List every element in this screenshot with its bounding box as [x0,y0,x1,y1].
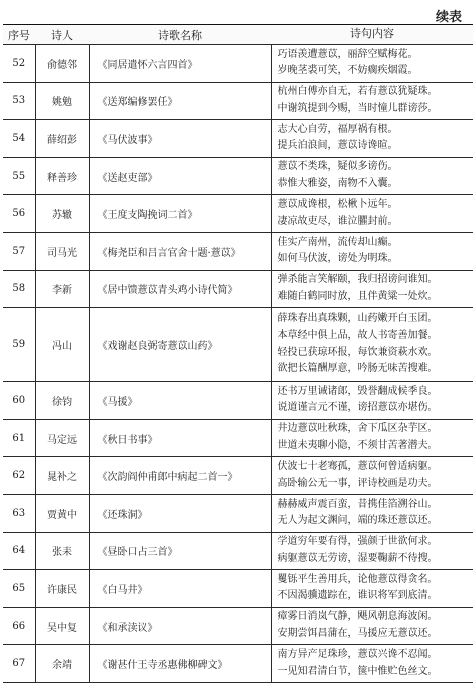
poem-lines [271,607,473,645]
table-row [3,382,473,420]
poet-name: 张耒 [35,532,89,570]
poem-lines [271,532,473,570]
row-number: 66 [3,607,35,645]
poem-title: 《戏谢赵良弼寄薏苡山药》 [89,308,271,382]
row-number: 64 [3,532,35,570]
poem-line: 高卧输公无一事，评诗校画是功夫。 [277,477,438,489]
poet-name: 徐钧 [35,382,89,420]
poem-lines [271,120,473,158]
row-number: 65 [3,570,35,608]
poet-name: 许康民 [35,570,89,608]
poet-name: 晁补之 [35,457,89,495]
poem-line: 还书万里诫诸郎，毁誉翻成候季良。 [277,385,438,397]
poem-title: 《马伏波事》 [89,120,271,158]
poem-line: 岁晚茎裘可笑，不妨瘸疾烟霞。 [277,65,418,77]
table-row [3,607,473,645]
poem-title: 《马援》 [89,382,271,420]
table-row [3,419,473,457]
poem-title: 《和承渎议》 [89,607,271,645]
poet-name: 马定远 [35,419,89,457]
poem-line: 不因渴骥遗踪在，谁识将军到底清。 [277,590,438,602]
poem-line: 薏苡成谗根，松楸卜远年。 [277,198,398,210]
row-number: 55 [3,157,35,195]
table-row [3,645,473,683]
poem-line: 世道未夷聊小隐，不须甘苦著潜夫。 [277,440,438,452]
poem-line: 伏波七十老骞孤，薏苡何曾适病躯。 [277,460,438,472]
table-row [3,45,473,83]
header-title: 诗歌名称 [89,25,271,45]
poem-line: 安期尝饵昌蒲在，马援应无薏苡还。 [277,628,438,640]
poem-line: 弹杀能言笑解颐，我归招谤问谁知。 [277,274,438,286]
poem-lines [271,494,473,532]
poem-table [3,24,473,683]
table-row [3,82,473,120]
row-number: 62 [3,457,35,495]
poem-line: 矍铄平生善用兵，论他薏苡得贪名。 [277,573,438,585]
table-body [3,45,473,683]
poet-name: 司马光 [35,232,89,270]
row-number: 59 [3,308,35,382]
poem-line: 巧语羡遭薏苡，丽辞空赋梅花。 [277,48,418,60]
row-number: 60 [3,382,35,420]
poem-line: 无人为起文渊问，端的珠还薏苡还。 [277,515,438,527]
table-row [3,270,473,308]
table-row [3,195,473,233]
poem-line: 志大心自劳，福厚祸有根。 [277,123,398,135]
poet-name: 释善珍 [35,157,89,195]
poem-line: 学道穷年要有得，强颜于世欲何求。 [277,536,438,548]
table-row [3,308,473,382]
poem-line: 薛珠春出真珠颗，山药嫩开白玉团。 [277,313,438,325]
poem-line: 说道谨言元不谨，谤招薏苡亦堪伤。 [277,402,438,414]
poem-line: 中谢筑提到今赐，当时憧儿群谤莎。 [277,102,438,114]
poem-line: 一见知君清白节，箧中惟贮色丝文。 [277,665,438,677]
poem-title: 《白马井》 [89,570,271,608]
poem-title: 《送郑编修罢任》 [89,82,271,120]
poet-name: 姚勉 [35,82,89,120]
row-number: 67 [3,645,35,683]
row-number: 56 [3,195,35,233]
poem-lines [271,45,473,83]
poem-line: 佳实产南州，流传却山癫。 [277,236,398,248]
poet-name: 薛绍彭 [35,120,89,158]
poem-title: 《谢甚什王寺丞惠佛柳碑文》 [89,645,271,683]
poem-line: 难随白鹤同时放，且伴黄粱一处炊。 [277,290,438,302]
poem-line: 井边薏苡吐秋珠，舍下瓜区杂芋区。 [277,423,438,435]
row-number: 57 [3,232,35,270]
poet-name: 冯山 [35,308,89,382]
poem-line: 杭州白傅亦自无，若有薏苡犹疑珠。 [277,86,438,98]
poem-title: 《王度支陶挽词二首》 [89,195,271,233]
poet-name: 吴中复 [35,607,89,645]
poem-line: 病躯薏苡无劳谤，湿要鞠薪不待搜。 [277,552,438,564]
poem-lines [271,382,473,420]
table-header-row [3,25,473,45]
table-row [3,232,473,270]
row-number: 61 [3,419,35,457]
continued-label: 续表 [435,10,462,25]
poem-line: 如何马伏波，谤处为明珠。 [277,253,398,265]
table-row [3,570,473,608]
poem-title: 《秋日书事》 [89,419,271,457]
poem-lines [271,157,473,195]
poet-name: 俞德邻 [35,45,89,83]
poem-lines [271,457,473,495]
poem-line: 轻投已获琼环报，每饮兼资萩水欢。 [277,346,438,358]
poem-line: 恭惟大雅姿，南物不入囊。 [277,178,398,190]
row-number: 52 [3,45,35,83]
table-row [3,157,473,195]
poem-lines [271,232,473,270]
poem-title: 《居中馈薏苡青头鸡小诗代简》 [89,270,271,308]
poet-name: 余靖 [35,645,89,683]
table-row [3,120,473,158]
poem-line: 南方异产足珠珍，薏苡兴谗不忍闻。 [277,648,438,660]
header-poet: 诗人 [35,25,89,45]
poem-lines [271,419,473,457]
table-row [3,494,473,532]
poem-line: 瘴雾日消岚气静，飓风朝息海波闲。 [277,611,438,623]
poem-lines [271,645,473,683]
table-row [3,457,473,495]
poem-title: 《同居遣怀六言四首》 [89,45,271,83]
poet-name: 苏辙 [35,195,89,233]
table-row [3,532,473,570]
poem-line: 本草经中俱上品，故人书寄善加餐。 [277,329,438,341]
poem-line: 赫赫威声震百蛮，昔携佳箔溯谷山。 [277,498,438,510]
poet-name: 贾黄中 [35,494,89,532]
row-number: 58 [3,270,35,308]
poem-title: 《还珠洞》 [89,494,271,532]
poem-title: 《次韵阎仲甫郎中病起二首一》 [89,457,271,495]
header-no: 序号 [3,25,35,45]
poem-line: 欲把长篇酬厚意，吟肠无味苦搜难。 [277,363,438,375]
poem-lines [271,195,473,233]
poem-line: 凄凉故吏尽，谁泣臞封前。 [277,215,398,227]
row-number: 63 [3,494,35,532]
poem-line: 提兵泊浪间，薏苡诗谗暄。 [277,140,398,152]
poem-lines [271,308,473,382]
poem-title: 《送赵吏部》 [89,157,271,195]
poem-lines [271,570,473,608]
poem-lines [271,270,473,308]
header-lines: 诗句内容 [271,25,473,45]
row-number: 53 [3,82,35,120]
poem-lines [271,82,473,120]
poet-name: 李新 [35,270,89,308]
poem-title: 《梅尧臣和吕言官舍十题·薏苡》 [89,232,271,270]
poem-line: 薏苡不类珠，疑似多谤伤。 [277,161,398,173]
poem-title: 《昼卧口占三首》 [89,532,271,570]
row-number: 54 [3,120,35,158]
